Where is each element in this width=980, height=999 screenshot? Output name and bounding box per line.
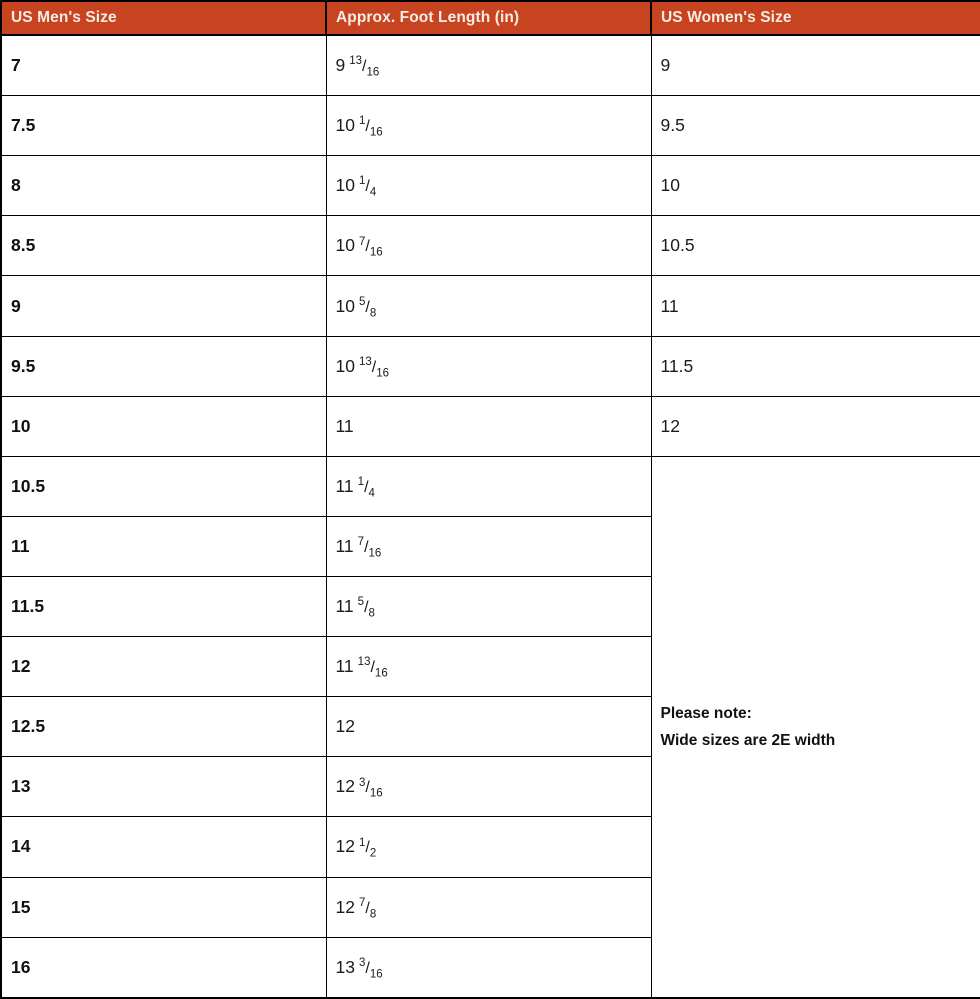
mens-size-cell: 12.5: [1, 697, 326, 757]
womens-size-cell: 10.5: [651, 216, 980, 276]
fraction-slash: /: [362, 58, 367, 76]
foot-length-whole: 13: [335, 956, 355, 977]
fraction-numerator: 13: [358, 355, 372, 368]
foot-length-cell: [326, 817, 651, 877]
fraction-numerator: 1: [358, 115, 366, 128]
foot-length-whole: 12: [335, 836, 355, 857]
fraction-denominator: 16: [374, 667, 388, 680]
fraction-slash: /: [365, 238, 370, 256]
fraction-slash: /: [365, 839, 370, 857]
table-body: [1, 35, 980, 998]
fraction-denominator: 16: [366, 66, 380, 79]
fraction-numerator: 13: [357, 656, 371, 669]
note-body: Wide sizes are 2E width: [660, 731, 836, 749]
fraction-numerator: 1: [357, 476, 365, 488]
foot-length-cell: [326, 757, 651, 817]
fraction-denominator: 8: [368, 607, 375, 620]
note-title: Please note:: [660, 704, 752, 722]
mens-size-cell: 10.5: [1, 456, 326, 516]
table-row: [1, 396, 980, 456]
foot-length-whole: 11: [335, 415, 354, 436]
foot-length-cell: [326, 156, 651, 216]
foot-length-whole: 10: [335, 295, 355, 316]
womens-size-cell: 12: [651, 396, 980, 456]
table-row: [1, 96, 980, 156]
fraction-slash: /: [364, 538, 369, 556]
mens-size-cell: 10: [1, 396, 326, 456]
foot-length-whole: 9: [335, 55, 346, 76]
fraction-denominator: 8: [369, 307, 377, 319]
fraction-slash: /: [365, 959, 370, 977]
fraction-slash: /: [371, 358, 377, 376]
foot-length-whole: 12: [335, 716, 355, 737]
foot-length-cell: [326, 96, 651, 156]
foot-length-cell: [326, 577, 651, 637]
foot-length-cell: [326, 396, 651, 456]
foot-length-cell: [326, 336, 651, 396]
table-row: [1, 216, 980, 276]
mens-size-cell: 12: [1, 637, 326, 697]
note-cell: [651, 456, 980, 998]
foot-length-cell: [326, 456, 651, 516]
table-row: [1, 456, 980, 516]
fraction-denominator: 8: [369, 908, 377, 921]
fraction-numerator: 3: [358, 776, 366, 789]
table-row: [1, 336, 980, 396]
foot-length-whole: 12: [335, 896, 355, 917]
foot-length-cell: [326, 35, 651, 96]
womens-size-cell: 9: [651, 35, 980, 96]
fraction-numerator: 7: [357, 536, 365, 549]
foot-length-whole: 11: [335, 596, 354, 617]
mens-size-cell: 11.5: [1, 577, 326, 637]
fraction-slash: /: [364, 478, 369, 496]
header-womens-size: US Women's Size: [651, 1, 980, 35]
mens-size-cell: 11: [1, 516, 326, 576]
fraction-numerator: 7: [358, 235, 366, 248]
mens-size-cell: 9: [1, 276, 326, 336]
fraction-slash: /: [370, 659, 375, 677]
fraction-numerator: 13: [349, 55, 363, 68]
mens-size-cell: 8: [1, 156, 326, 216]
fraction-numerator: 1: [358, 175, 366, 188]
table-row: [1, 276, 980, 336]
fraction-denominator: 16: [369, 246, 383, 259]
header-mens-size: US Men's Size: [1, 1, 326, 35]
foot-length-whole: 10: [335, 115, 355, 136]
foot-length-cell: [326, 937, 651, 998]
fraction-slash: /: [364, 599, 369, 617]
fraction-denominator: 16: [369, 126, 383, 139]
fraction-slash: /: [365, 118, 370, 136]
fraction-slash: /: [365, 298, 370, 316]
mens-size-cell: 15: [1, 877, 326, 937]
table-row: [1, 35, 980, 96]
womens-size-cell: 11.5: [651, 336, 980, 396]
header-row: [1, 1, 980, 35]
fraction-numerator: 1: [358, 836, 366, 849]
mens-size-cell: 9.5: [1, 336, 326, 396]
foot-length-whole: 10: [335, 235, 355, 256]
foot-length-whole: 10: [335, 175, 355, 196]
mens-size-cell: 16: [1, 937, 326, 998]
fraction-slash: /: [365, 779, 370, 797]
foot-length-cell: [326, 216, 651, 276]
mens-size-cell: 7: [1, 35, 326, 96]
foot-length-cell: [326, 637, 651, 697]
foot-length-whole: 11: [335, 535, 354, 556]
foot-length-whole: 11: [335, 475, 354, 496]
fraction-numerator: 5: [357, 596, 365, 609]
fraction-slash: /: [365, 178, 370, 196]
womens-size-cell: 11: [651, 276, 980, 336]
fraction-numerator: 7: [358, 896, 366, 909]
fraction-denominator: 16: [376, 367, 390, 380]
mens-size-cell: 14: [1, 817, 326, 877]
fraction-slash: /: [365, 899, 370, 917]
mens-size-cell: 13: [1, 757, 326, 817]
fraction-denominator: 16: [368, 547, 382, 560]
fraction-denominator: 4: [368, 487, 375, 500]
fraction-denominator: 16: [369, 787, 383, 800]
foot-length-whole: 11: [335, 656, 354, 677]
foot-length-cell: [326, 697, 651, 757]
mens-size-cell: 8.5: [1, 216, 326, 276]
womens-size-cell: 9.5: [651, 96, 980, 156]
foot-length-cell: [326, 516, 651, 576]
foot-length-whole: 12: [335, 776, 355, 797]
fraction-numerator: 5: [358, 295, 366, 308]
womens-size-cell: 10: [651, 156, 980, 216]
table-row: [1, 156, 980, 216]
mens-size-cell: 7.5: [1, 96, 326, 156]
fraction-denominator: 2: [369, 847, 377, 860]
fraction-denominator: 4: [369, 186, 377, 199]
foot-length-cell: [326, 877, 651, 937]
foot-length-cell: [326, 276, 651, 336]
fraction-numerator: 3: [358, 957, 366, 969]
foot-length-whole: 10: [335, 355, 355, 376]
header-foot-length: Approx. Foot Length (in): [326, 1, 651, 35]
fraction-denominator: 16: [369, 968, 383, 981]
